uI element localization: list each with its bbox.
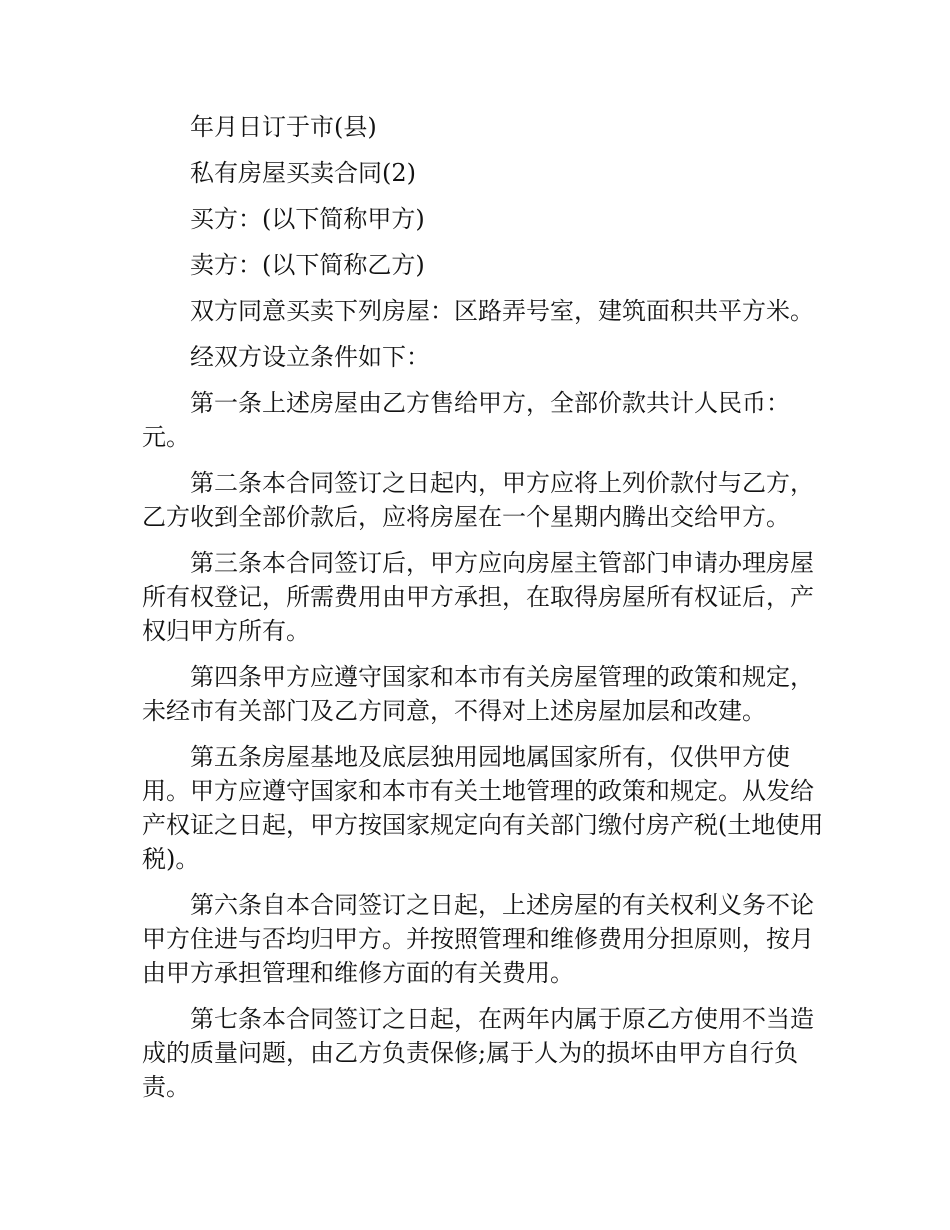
paragraph-article-5: 第五条房屋基地及底层独用园地属国家所有，仅供甲方使用。甲方应遵守国家和本市有关土地管理的政策和规定。从发给产权证之日起，甲方按国家规定向有关部门缴付房产税(土地使用税)。 xyxy=(142,743,824,873)
paragraph-title: 私有房屋买卖合同(2) xyxy=(190,159,416,187)
paragraph-date-location: 年月日订于市(县) xyxy=(190,113,377,141)
document-body xyxy=(142,110,832,1116)
paragraph-article-6: 第六条自本合同签订之日起，上述房屋的有关权利义务不论甲方住进与否均归甲方。并按照管理和维修费用分担原则，按月由甲方承担管理和维修方面的有关费用。 xyxy=(142,891,814,987)
paragraph-article-7: 第七条本合同签订之日起，在两年内属于原乙方使用不当造成的质量问题，由乙方负责保修;属于人为的损坏由甲方自行负责。 xyxy=(142,1005,814,1101)
paragraph-buyer: 买方：(以下简称甲方) xyxy=(190,205,425,233)
paragraph-conditions-intro: 经双方设立条件如下： xyxy=(190,343,430,371)
paragraph-article-3: 第三条本合同签订后，甲方应向房屋主管部门申请办理房屋所有权登记，所需费用由甲方承担，在取得房屋所有权证后，产权归甲方所有。 xyxy=(142,549,814,645)
paragraph-property: 双方同意买卖下列房屋：区路弄号室，建筑面积共平方米。 xyxy=(190,297,814,325)
paragraph-seller: 卖方：(以下简称乙方) xyxy=(190,251,425,279)
paragraph-article-1: 第一条上述房屋由乙方售给甲方，全部价款共计人民币：元。 xyxy=(142,389,790,451)
paragraph-article-4: 第四条甲方应遵守国家和本市有关房屋管理的政策和规定，未经市有关部门及乙方同意，不得对上述房屋加层和改建。 xyxy=(142,663,814,725)
paragraph-article-2: 第二条本合同签订之日起内，甲方应将上列价款付与乙方，乙方收到全部价款后，应将房屋在一个星期内腾出交给甲方。 xyxy=(142,469,814,531)
